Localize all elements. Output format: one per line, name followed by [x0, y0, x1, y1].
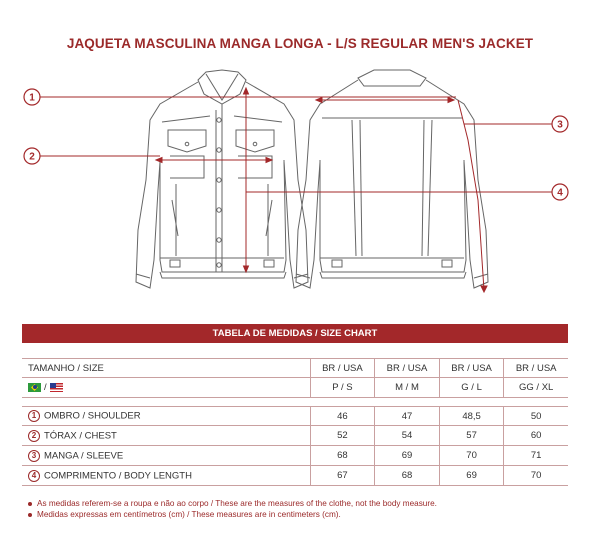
bullet-icon: [28, 502, 32, 506]
row-label: TÓRAX / CHEST: [44, 430, 117, 442]
row-number: 2: [28, 430, 40, 442]
table-size-row: [22, 378, 568, 398]
cell-value: 69: [439, 466, 504, 486]
table-row: [22, 426, 568, 446]
callout-2: 2: [29, 151, 35, 163]
note-item: [28, 509, 437, 520]
cell-value: 71: [503, 446, 568, 466]
note-item: [28, 498, 437, 509]
usa-flag-icon: [50, 383, 63, 392]
cell-value: 46: [310, 406, 375, 426]
page-title: JAQUETA MASCULINA MANGA LONGA - L/S REGULAR MEN'S JACKET: [66, 36, 534, 51]
size-label: TAMANHO / SIZE: [22, 358, 310, 378]
note-text: Medidas expressas em centímetros (cm) / These measures are in centimeters (cm).: [37, 510, 341, 519]
cell-value: 68: [374, 466, 439, 486]
size-code: G / L: [439, 378, 504, 398]
table-row: [22, 406, 568, 426]
col-header: BR / USA: [310, 358, 375, 378]
callout-4: 4: [557, 187, 563, 199]
note-text: As medidas referem-se a roupa e não ao corpo / These are the measures of the clothe, not the body measure.: [37, 499, 437, 508]
col-header: BR / USA: [374, 358, 439, 378]
flag-separator: /: [44, 382, 47, 393]
row-number: 1: [28, 410, 40, 422]
brazil-flag-icon: [28, 383, 41, 392]
row-label: OMBRO / SHOULDER: [44, 410, 141, 422]
cell-value: 67: [310, 466, 375, 486]
row-number: 3: [28, 450, 40, 462]
flags-cell: [22, 378, 310, 398]
cell-value: 57: [439, 426, 504, 446]
size-code: GG / XL: [503, 378, 568, 398]
size-code: M / M: [374, 378, 439, 398]
row-label: COMPRIMENTO / BODY LENGTH: [44, 470, 192, 482]
cell-value: 48,5: [439, 406, 504, 426]
cell-value: 68: [310, 446, 375, 466]
table-header-row: [22, 358, 568, 378]
size-chart-title: TABELA DE MEDIDAS / SIZE CHART: [22, 324, 568, 343]
col-header: BR / USA: [439, 358, 504, 378]
table-row: [22, 466, 568, 486]
cell-value: 47: [374, 406, 439, 426]
col-header: BR / USA: [503, 358, 568, 378]
table-row: [22, 446, 568, 466]
callout-3: 3: [557, 119, 563, 131]
cell-value: 60: [503, 426, 568, 446]
jacket-front-sketch: [136, 70, 308, 288]
cell-value: 70: [503, 466, 568, 486]
cell-value: 70: [439, 446, 504, 466]
footnotes: [28, 498, 437, 520]
cell-value: 52: [310, 426, 375, 446]
cell-value: 54: [374, 426, 439, 446]
bullet-icon: [28, 513, 32, 517]
jacket-back-sketch: [296, 70, 488, 288]
cell-value: 69: [374, 446, 439, 466]
callout-1: 1: [29, 92, 35, 104]
size-code: P / S: [310, 378, 375, 398]
size-table: [22, 358, 568, 486]
row-number: 4: [28, 470, 40, 482]
jacket-illustration: [0, 60, 600, 310]
row-label: MANGA / SLEEVE: [44, 450, 124, 462]
cell-value: 50: [503, 406, 568, 426]
